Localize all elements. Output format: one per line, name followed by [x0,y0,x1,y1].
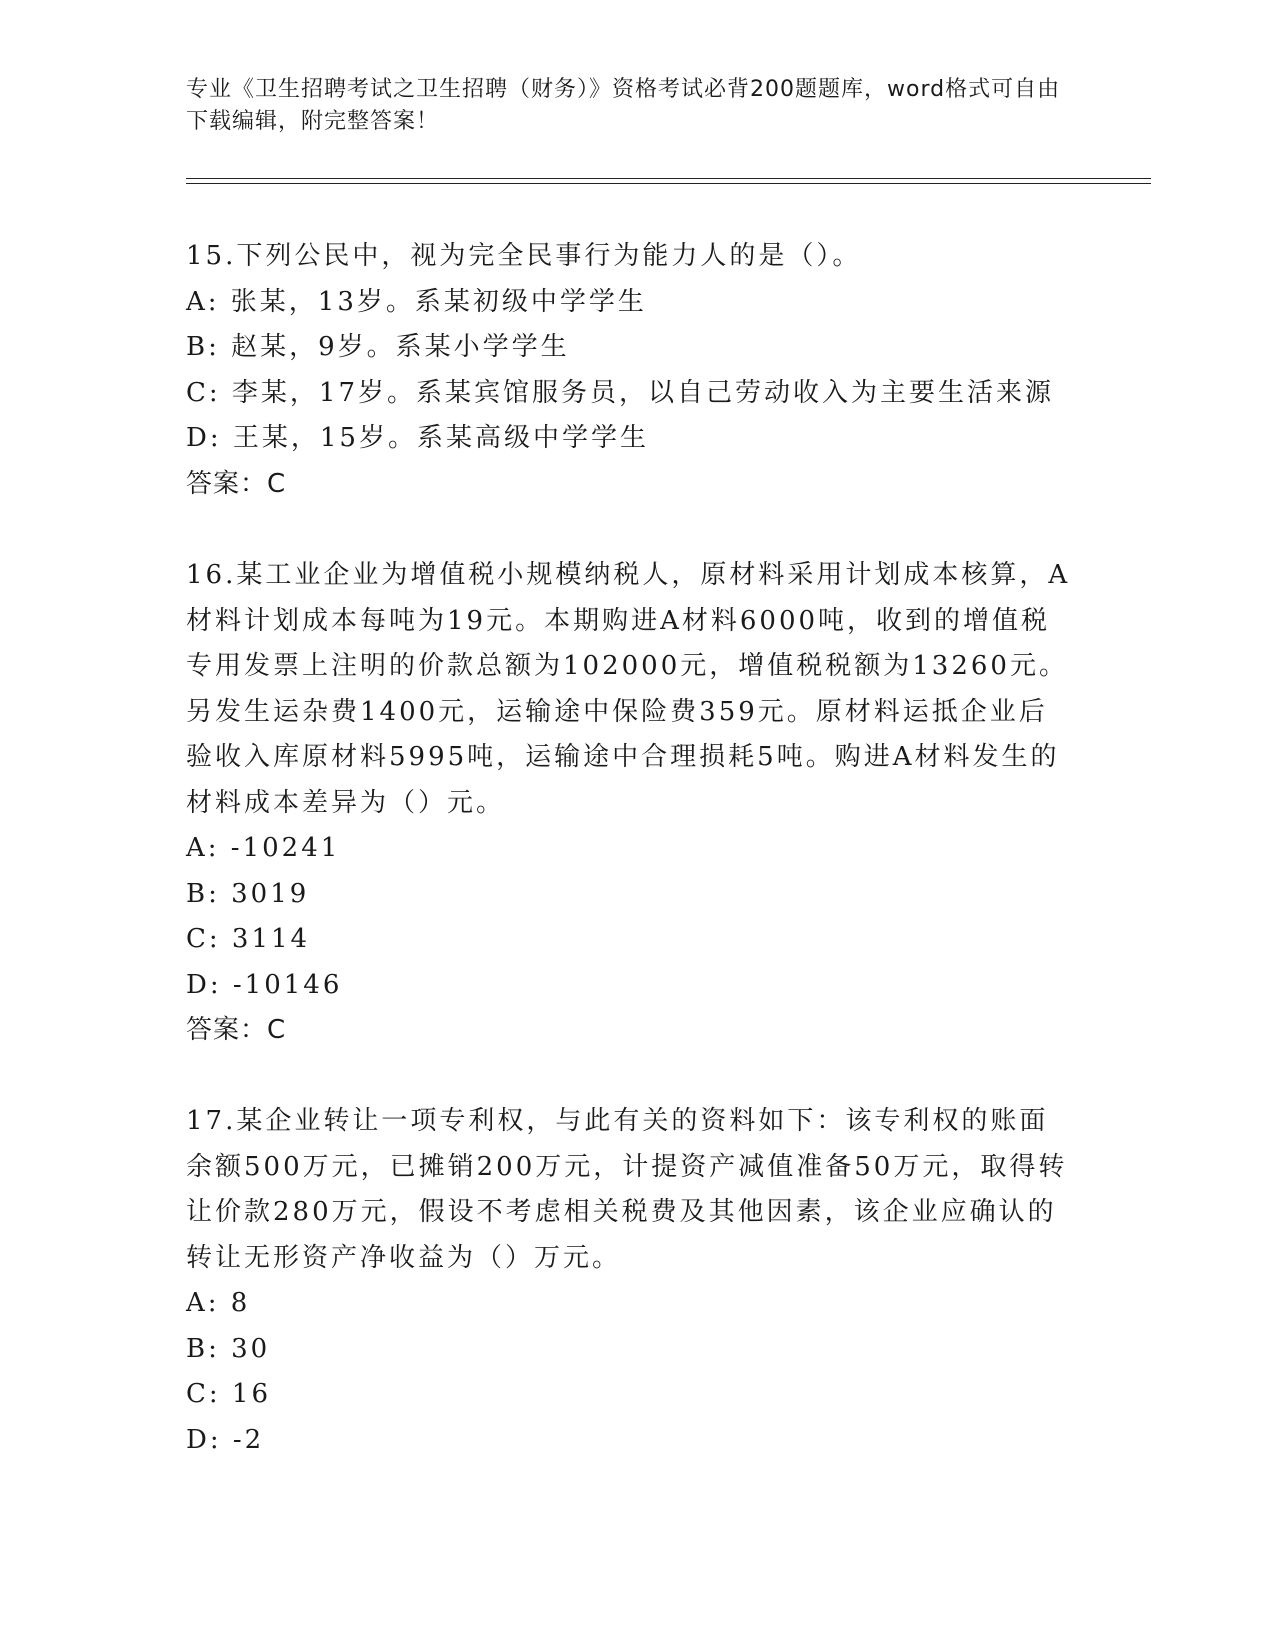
option-b: B: 赵某，9岁。系某小学学生 [186,332,570,362]
question-stem: 16.某工业企业为增值税小规模纳税人，原材料采用计划成本核算，A材料计划成本每吨为19元。本期购进A材料6000吨，收到的增值税专用发票上注明的价款总额为102000元，增值税税额为13260元。另发生运杂费1400元，运输途中保险费359元。原材料运抵企业后验收入库原材料5995吨，运输途中合理损耗5吨。购进A材料发生的材料成本差异为（）元。 [186,560,1071,818]
option-b: B: 30 [186,1333,271,1364]
option-a: A: 张某，13岁。系某初级中学学生 [186,286,647,317]
question-stem: 15.下列公民中，视为完全民事行为能力人的是（）。 [186,241,862,271]
document-header [186,74,1066,138]
option-d: D: -2 [186,1424,265,1455]
question-15 [186,234,1076,507]
option-d: D: 王某，15岁。系某高级中学学生 [186,423,649,453]
question-17 [186,1099,1076,1463]
header-title: 专业《卫生招聘考试之卫生招聘（财务）》资格考试必背200题题库，word格式可自由下载编辑，附完整答案！ [186,77,1061,134]
question-16 [186,553,1076,1054]
option-a: A: 8 [186,1288,251,1318]
option-d: D: -10146 [186,969,343,1000]
answer-label: 答案：C [186,468,287,499]
option-c: C: 3114 [186,924,311,954]
header-divider-bottom [186,183,1151,184]
option-a: A: -10241 [186,833,341,863]
header-divider-top [186,178,1151,179]
option-b: B: 3019 [186,878,310,909]
option-c: C: 李某，17岁。系某宾馆服务员，以自己劳动收入为主要生活来源 [186,377,1055,408]
answer-label: 答案：C [186,1015,287,1045]
question-stem: 17.某企业转让一项专利权，与此有关的资料如下：该专利权的账面余额500万元，已摊销200万元，计提资产减值准备50万元，取得转让价款280万元，假设不考虑相关税费及其他因素，该企业应确认的转让无形资产净收益为（）万元。 [186,1106,1068,1273]
option-c: C: 16 [186,1379,272,1409]
